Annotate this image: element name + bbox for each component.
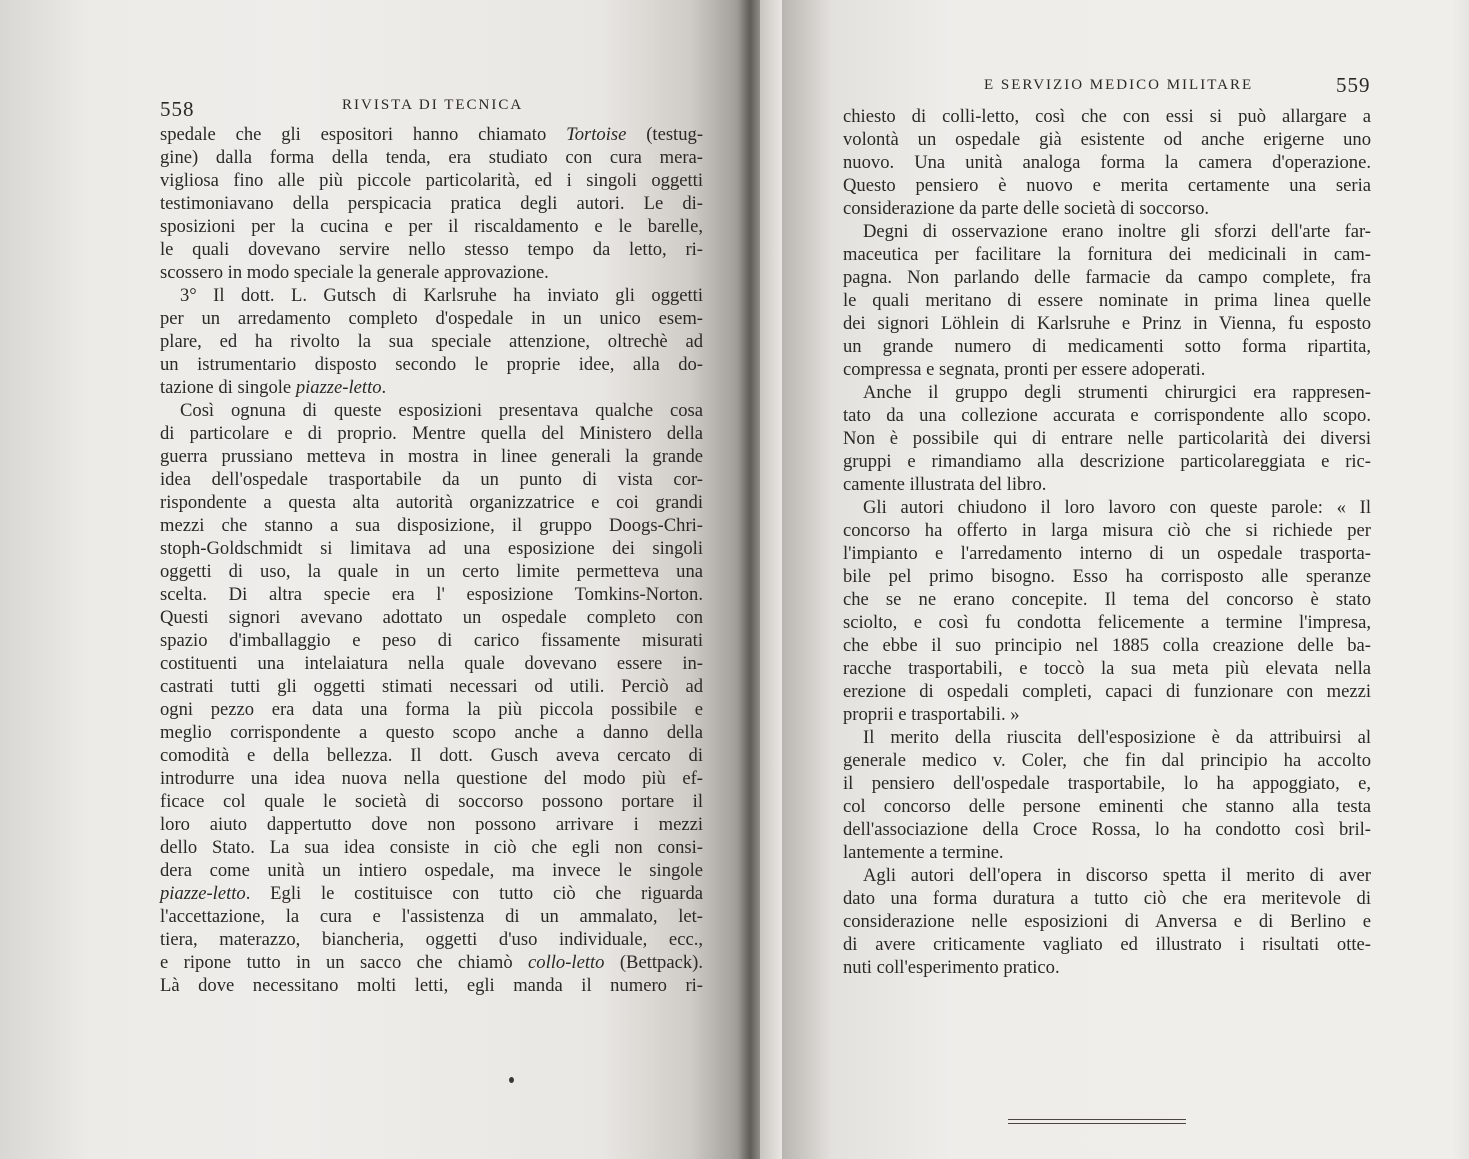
text-run: loro aiuto dappertutto dove non possono arrivare i mezzi [160, 814, 703, 835]
text-line [843, 151, 1371, 174]
text-line [160, 123, 703, 146]
text-run: oggetti di uso, la quale in un certo limite permetteva una [160, 561, 703, 582]
text-line [843, 818, 1371, 841]
text-run: bile pel primo bisogno. Esso ha corrisposto alle speranze [843, 566, 1371, 587]
text-run: tato da una collezione accurata e corrispondente allo scopo. [843, 405, 1371, 426]
text-line [160, 652, 703, 675]
text-line [160, 376, 703, 399]
text-run: comodità e della bellezza. Il dott. Gusch aveva cercato di [160, 745, 703, 766]
italic-run: piazze-letto [160, 883, 246, 904]
text-run: vigliosa fino alle più piccole particolarità, ed i singoli oggetti [160, 170, 703, 191]
text-run: le quali dovevano servire nello stesso tempo da letto, ri- [160, 239, 703, 260]
left-page-number: 558 [160, 97, 195, 121]
text-run: Agli autori dell'opera in discorso spetta il merito di aver [863, 865, 1371, 886]
text-run: Non è possibile qui di entrare nelle particolarità dei diversi [843, 428, 1371, 449]
text-run: Questo pensiero è nuovo e merita certamente una seria [843, 175, 1371, 196]
right-page-text [843, 105, 1371, 979]
text-line [843, 910, 1371, 933]
text-line [160, 974, 703, 997]
text-line [843, 887, 1371, 910]
text-line [843, 542, 1371, 565]
text-line [843, 335, 1371, 358]
text-line [843, 588, 1371, 611]
text-line [843, 749, 1371, 772]
text-run: l'accettazione, la cura e l'assistenza di un ammalato, let- [160, 906, 703, 927]
text-run: considerazione nelle esposizioni di Anversa e di Berlino e [843, 911, 1371, 932]
text-run: Questi signori avevano adottato un ospedale completo con [160, 607, 703, 628]
text-line [160, 146, 703, 169]
text-run: Degni di osservazione erano inoltre gli sforzi dell'arte far- [863, 221, 1371, 242]
text-run: mezzi che stanno a sua disposizione, il gruppo Doogs-Chri- [160, 515, 703, 536]
text-run: stoph-Goldschmidt si limitava ad una esposizione dei singoli [160, 538, 703, 559]
text-run: Gli autori chiudono il loro lavoro con queste parole: « Il [863, 497, 1371, 518]
text-run: scossero in modo speciale la generale approvazione. [160, 262, 549, 283]
book-spine [738, 0, 762, 1159]
text-run: testimoniavano della perspicacia pratica degli autori. Le di- [160, 193, 703, 214]
text-run: le quali meritano di essere nominate in prima linea quelle [843, 290, 1371, 311]
left-running-title: RIVISTA DI TECNICA [342, 97, 524, 113]
text-line [160, 330, 703, 353]
text-line [843, 634, 1371, 657]
text-line [843, 519, 1371, 542]
text-run: concorso ha offerto in larga misura ciò che si richiede per [843, 520, 1371, 541]
text-line [843, 565, 1371, 588]
end-rule [1008, 1119, 1186, 1124]
text-line [160, 767, 703, 790]
text-line [843, 381, 1371, 404]
text-run: il pensiero dell'ospedale trasportabile, lo ha appoggiato, e, [843, 773, 1371, 794]
text-run: che ebbe il suo principio nel 1885 colla creazione delle ba- [843, 635, 1371, 656]
text-run: introdurre una idea nuova nella questione del modo più ef- [160, 768, 703, 789]
text-line [160, 422, 703, 445]
text-line [160, 583, 703, 606]
text-line [160, 560, 703, 583]
text-run: dei signori Löhlein di Karlsruhe e Prinz in Vienna, fu esposto [843, 313, 1371, 334]
italic-run: Tortoise [566, 124, 627, 145]
text-run: considerazione da parte delle società di soccorso. [843, 198, 1210, 219]
text-run: plare, ed ha rivolto la sua speciale attenzione, oltrechè ad [160, 331, 703, 352]
text-line [843, 174, 1371, 197]
text-line [160, 698, 703, 721]
text-line [160, 215, 703, 238]
text-run: erezione di ospedali completi, capaci di funzionare con mezzi [843, 681, 1371, 702]
text-line [160, 399, 703, 422]
text-line [160, 928, 703, 951]
text-run: lantemente a termine. [843, 842, 1004, 863]
text-line [160, 905, 703, 928]
text-line [160, 307, 703, 330]
text-run: scelta. Di altra specie era l' esposizione Tomkins-Norton. [160, 584, 703, 605]
text-line [843, 105, 1371, 128]
text-run: spedale che gli espositori hanno chiamato [160, 124, 567, 145]
text-run: meglio corrispondente a questo scopo anche a danno della [160, 722, 703, 743]
text-line [843, 496, 1371, 519]
text-run: camente illustrata del libro. [843, 474, 1047, 495]
text-line [843, 243, 1371, 266]
text-line [843, 864, 1371, 887]
text-run: di particolare e di proprio. Mentre quella del Ministero della [160, 423, 703, 444]
text-line [160, 606, 703, 629]
text-line [843, 266, 1371, 289]
text-line [843, 841, 1371, 864]
text-run: che se ne erano concepite. Il tema del concorso è stato [843, 589, 1371, 610]
text-run: dell'associazione della Croce Rossa, lo ha condotto così bril- [843, 819, 1371, 840]
text-run: dello Stato. La sua idea consiste in ciò che egli non consi- [160, 837, 703, 858]
text-run: tazione di singole [160, 377, 296, 398]
text-line [160, 721, 703, 744]
text-line [843, 772, 1371, 795]
text-run: e ripone tutto in un sacco che chiamò [160, 952, 529, 973]
text-line [843, 220, 1371, 243]
text-line [160, 445, 703, 468]
text-run: gine) dalla forma della tenda, era studiato con cura mera- [160, 147, 703, 168]
text-line [843, 128, 1371, 151]
text-run: rispondente a questa alta autorità organizzatrice e coi grandi [160, 492, 703, 513]
text-line [843, 312, 1371, 335]
text-line [843, 956, 1371, 979]
right-running-title: E SERVIZIO MEDICO MILITARE [984, 77, 1254, 93]
text-line [160, 859, 703, 882]
text-run: ogni pezzo era data una forma la più piccola possibile e [160, 699, 703, 720]
text-line [843, 404, 1371, 427]
text-line [160, 284, 703, 307]
text-line [160, 882, 703, 905]
text-run: ficace col quale le società di soccorso possono portare il [160, 791, 703, 812]
text-run: (testug- [626, 124, 704, 145]
text-run: volontà un ospedale già esistente od anche erigerne uno [843, 129, 1371, 150]
text-run: nuovo. Una unità analoga forma la camera d'operazione. [843, 152, 1371, 173]
text-run: sposizioni per la cucina e per il riscaldamento e le barelle, [160, 216, 703, 237]
page-edge-strip [760, 0, 782, 1159]
text-line [843, 450, 1371, 473]
text-run: maceutica per facilitare la fornitura dei medicinali in cam- [843, 244, 1371, 265]
text-run: guerra prussiano metteva in mostra in linee generali la grande [160, 446, 703, 467]
text-line [160, 238, 703, 261]
text-run: 3° Il dott. L. Gutsch di Karlsruhe ha inviato gli oggetti [180, 285, 703, 306]
text-line [843, 611, 1371, 634]
text-line [843, 933, 1371, 956]
text-line [843, 197, 1371, 220]
text-run: per un arredamento completo d'ospedale in un unico esem- [160, 308, 703, 329]
text-line [843, 289, 1371, 312]
text-line [160, 169, 703, 192]
text-run: (Bettpack). [604, 952, 703, 973]
text-run: nuti coll'esperimento pratico. [843, 957, 1060, 978]
text-line [160, 514, 703, 537]
text-line [843, 795, 1371, 818]
text-run: tiera, materazzo, biancheria, oggetti d'uso individuale, ecc., [160, 929, 703, 950]
text-line [843, 680, 1371, 703]
text-line [160, 836, 703, 859]
text-run: idea dell'ospedale trasportabile da un punto di vista cor- [160, 469, 703, 490]
left-page-text [160, 123, 703, 997]
text-line [160, 744, 703, 767]
text-line [160, 790, 703, 813]
italic-run: piazze-letto [295, 377, 382, 398]
text-line [160, 261, 703, 284]
text-line [160, 353, 703, 376]
text-run: un istrumentario disposto secondo le proprie idee, alla do- [160, 354, 703, 375]
text-line [843, 427, 1371, 450]
text-line [160, 629, 703, 652]
text-run: . [381, 377, 387, 398]
text-line [160, 813, 703, 836]
page-mark [509, 1077, 514, 1083]
text-run: dera come unità un intiero ospedale, ma invece le singole [160, 860, 703, 881]
text-run: Anche il gruppo degli strumenti chirurgici era rappresen- [863, 382, 1371, 403]
text-run: dato una forma duratura a tutto ciò che era meritevole di [843, 888, 1371, 909]
text-run: generale medico v. Coler, che fin dal principio ha accolto [843, 750, 1371, 771]
text-run: gruppi e rimandiamo alla descrizione particolareggiata e ric- [843, 451, 1371, 472]
text-run: l'impianto e l'arredamento interno di un ospedale trasporta- [843, 543, 1371, 564]
text-run: chiesto di colli-letto, così che con essi si può allargare a [843, 106, 1371, 127]
text-line [160, 675, 703, 698]
text-run: sciolto, e così fu condotta felicemente a termine l'impresa, [843, 612, 1371, 633]
text-run: castrati tutti gli oggetti stimati necessari od utili. Perciò ad [160, 676, 703, 697]
right-page-number: 559 [1336, 73, 1371, 97]
text-line [843, 358, 1371, 381]
text-line [160, 192, 703, 215]
text-run: compressa e segnata, pronti per essere adoperati. [843, 359, 1206, 380]
text-line [160, 951, 703, 974]
text-run: spazio d'imballaggio e peso di carico fissamente misurati [160, 630, 703, 651]
text-line [160, 468, 703, 491]
text-run: Così ognuna di queste esposizioni presentava qualche cosa [180, 400, 703, 421]
text-run: col concorso delle persone eminenti che stanno alla testa [843, 796, 1371, 817]
text-run: Il merito della riuscita dell'esposizione è da attribuirsi al [863, 727, 1371, 748]
text-run: racche trasportabili, e toccò la sua meta più elevata nella [843, 658, 1371, 679]
text-line [843, 703, 1371, 726]
italic-run: collo-letto [528, 952, 605, 973]
text-run: proprii e trasportabili. » [843, 704, 1020, 725]
text-run: un grande numero di medicamenti sotto forma ripartita, [843, 336, 1371, 357]
text-line [843, 657, 1371, 680]
text-run: Là dove necessitano molti letti, egli manda il numero ri- [160, 975, 703, 996]
text-line [843, 473, 1371, 496]
text-line [843, 726, 1371, 749]
text-run: di avere criticamente vagliato ed illustrato i risultati otte- [843, 934, 1371, 955]
text-run: . Egli le costituisce con tutto ciò che riguarda [245, 883, 703, 904]
text-run: costituenti una intelaiatura nella quale dovevano essere in- [160, 653, 703, 674]
text-line [160, 537, 703, 560]
text-line [160, 491, 703, 514]
text-run: pagna. Non parlando delle farmacie da campo complete, fra [843, 267, 1371, 288]
